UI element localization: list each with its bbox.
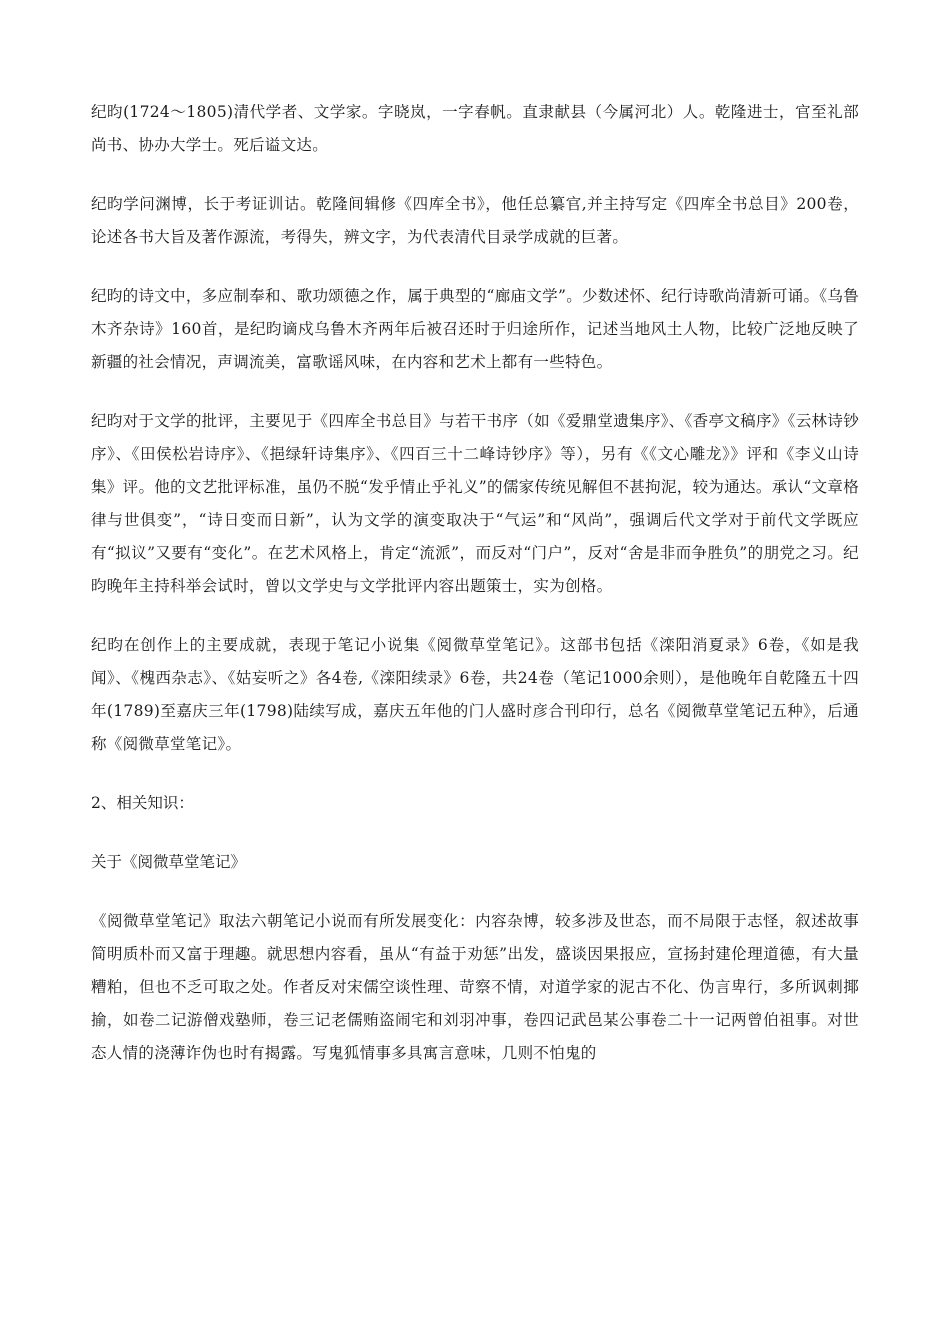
paragraph-scholarship: 纪昀学问渊博，长于考证训诂。乾隆间辑修《四库全书》，他任总纂官,并主持写定《四库全书总目》200卷，论述各书大旨及著作源流，考得失，辨文字，为代表清代目录学成就的巨著。 [91, 195, 859, 246]
section-heading: 2、相关知识： [91, 794, 194, 812]
paragraph-yuewei-notes: 《阅微草堂笔记》取法六朝笔记小说而有所发展变化：内容杂博，较多涉及世态，而不局限于志怪，叙述故事简明质朴而又富于理趣。就思想内容看，虽从“有益于劝惩”出发，盛谈因果报应，宣扬封建伦理道德，有大量糟粕，但也不乏可取之处。作者反对宋儒空谈性理、苛察不情，对道学家的泥古不化、伪言卑行，多所讽刺揶揄，如卷二记游僧戏塾师，卷三记老儒贿盗闹宅和刘羽冲事，卷四记武邑某公事卷二十一记两曾伯祖事。对世态人情的浇薄诈伪也时有揭露。写鬼狐情事多具寓言意味，几则不怕鬼的 [91, 912, 859, 1062]
paragraph-criticism: 纪昀对于文学的批评，主要见于《四库全书总目》与若干书序（如《爱鼎堂遗集序》、《香亭文稿序》《云林诗钞序》、《田侯松岩诗序》、《挹绿轩诗集序》、《四百三十二峰诗钞序》等），另有《《文心雕龙》》评和《李义山诗集》评。他的文艺批评标准，虽仍不脱“发乎情止乎礼义”的儒家传统见解但不甚拘泥，较为通达。承认“文章格律与世俱变”，“诗日变而日新”，认为文学的演变取决于“气运”和“风尚”，强调后代文学对于前代文学既应有“拟议”又要有“变化”。在艺术风格上，肯定“流派”，而反对“门户”，反对“舍是非而争胜负”的朋党之习。纪昀晚年主持科举会试时，曾以文学史与文学批评内容出题策士，实为创格。 [91, 412, 859, 595]
paragraph-creative-works: 纪昀在创作上的主要成就，表现于笔记小说集《阅微草堂笔记》。这部书包括《滦阳消夏录》6卷，《如是我闻》、《槐西杂志》、《姑妄听之》各4卷,《滦阳续录》6卷，共24卷（笔记1000余则），是他晚年自乾隆五十四年(1789)至嘉庆三年(1798)陆续写成，嘉庆五年他的门人盛时彦合刊印行，总名《阅微草堂笔记五种》，后通称《阅微草堂笔记》。 [91, 636, 859, 753]
document-page [91, 96, 859, 1096]
paragraph-poetry: 纪昀的诗文中，多应制奉和、歌功颂德之作，属于典型的“廊庙文学”。少数述怀、纪行诗歌尚清新可诵。《乌鲁木齐杂诗》160首，是纪昀谪戍乌鲁木齐两年后被召还时于归途所作，记述当地风土人物，比较广泛地反映了新疆的社会情况，声调流美，富歌谣风味，在内容和艺术上都有一些特色。 [91, 287, 859, 371]
paragraph-biography: 纪昀(1724～1805)清代学者、文学家。字晓岚，一字春帆。直隶献县（今属河北）人。乾隆进士，官至礼部尚书、协办大学士。死后谥文达。 [91, 103, 859, 154]
subheading: 关于《阅微草堂笔记》 [91, 853, 247, 871]
